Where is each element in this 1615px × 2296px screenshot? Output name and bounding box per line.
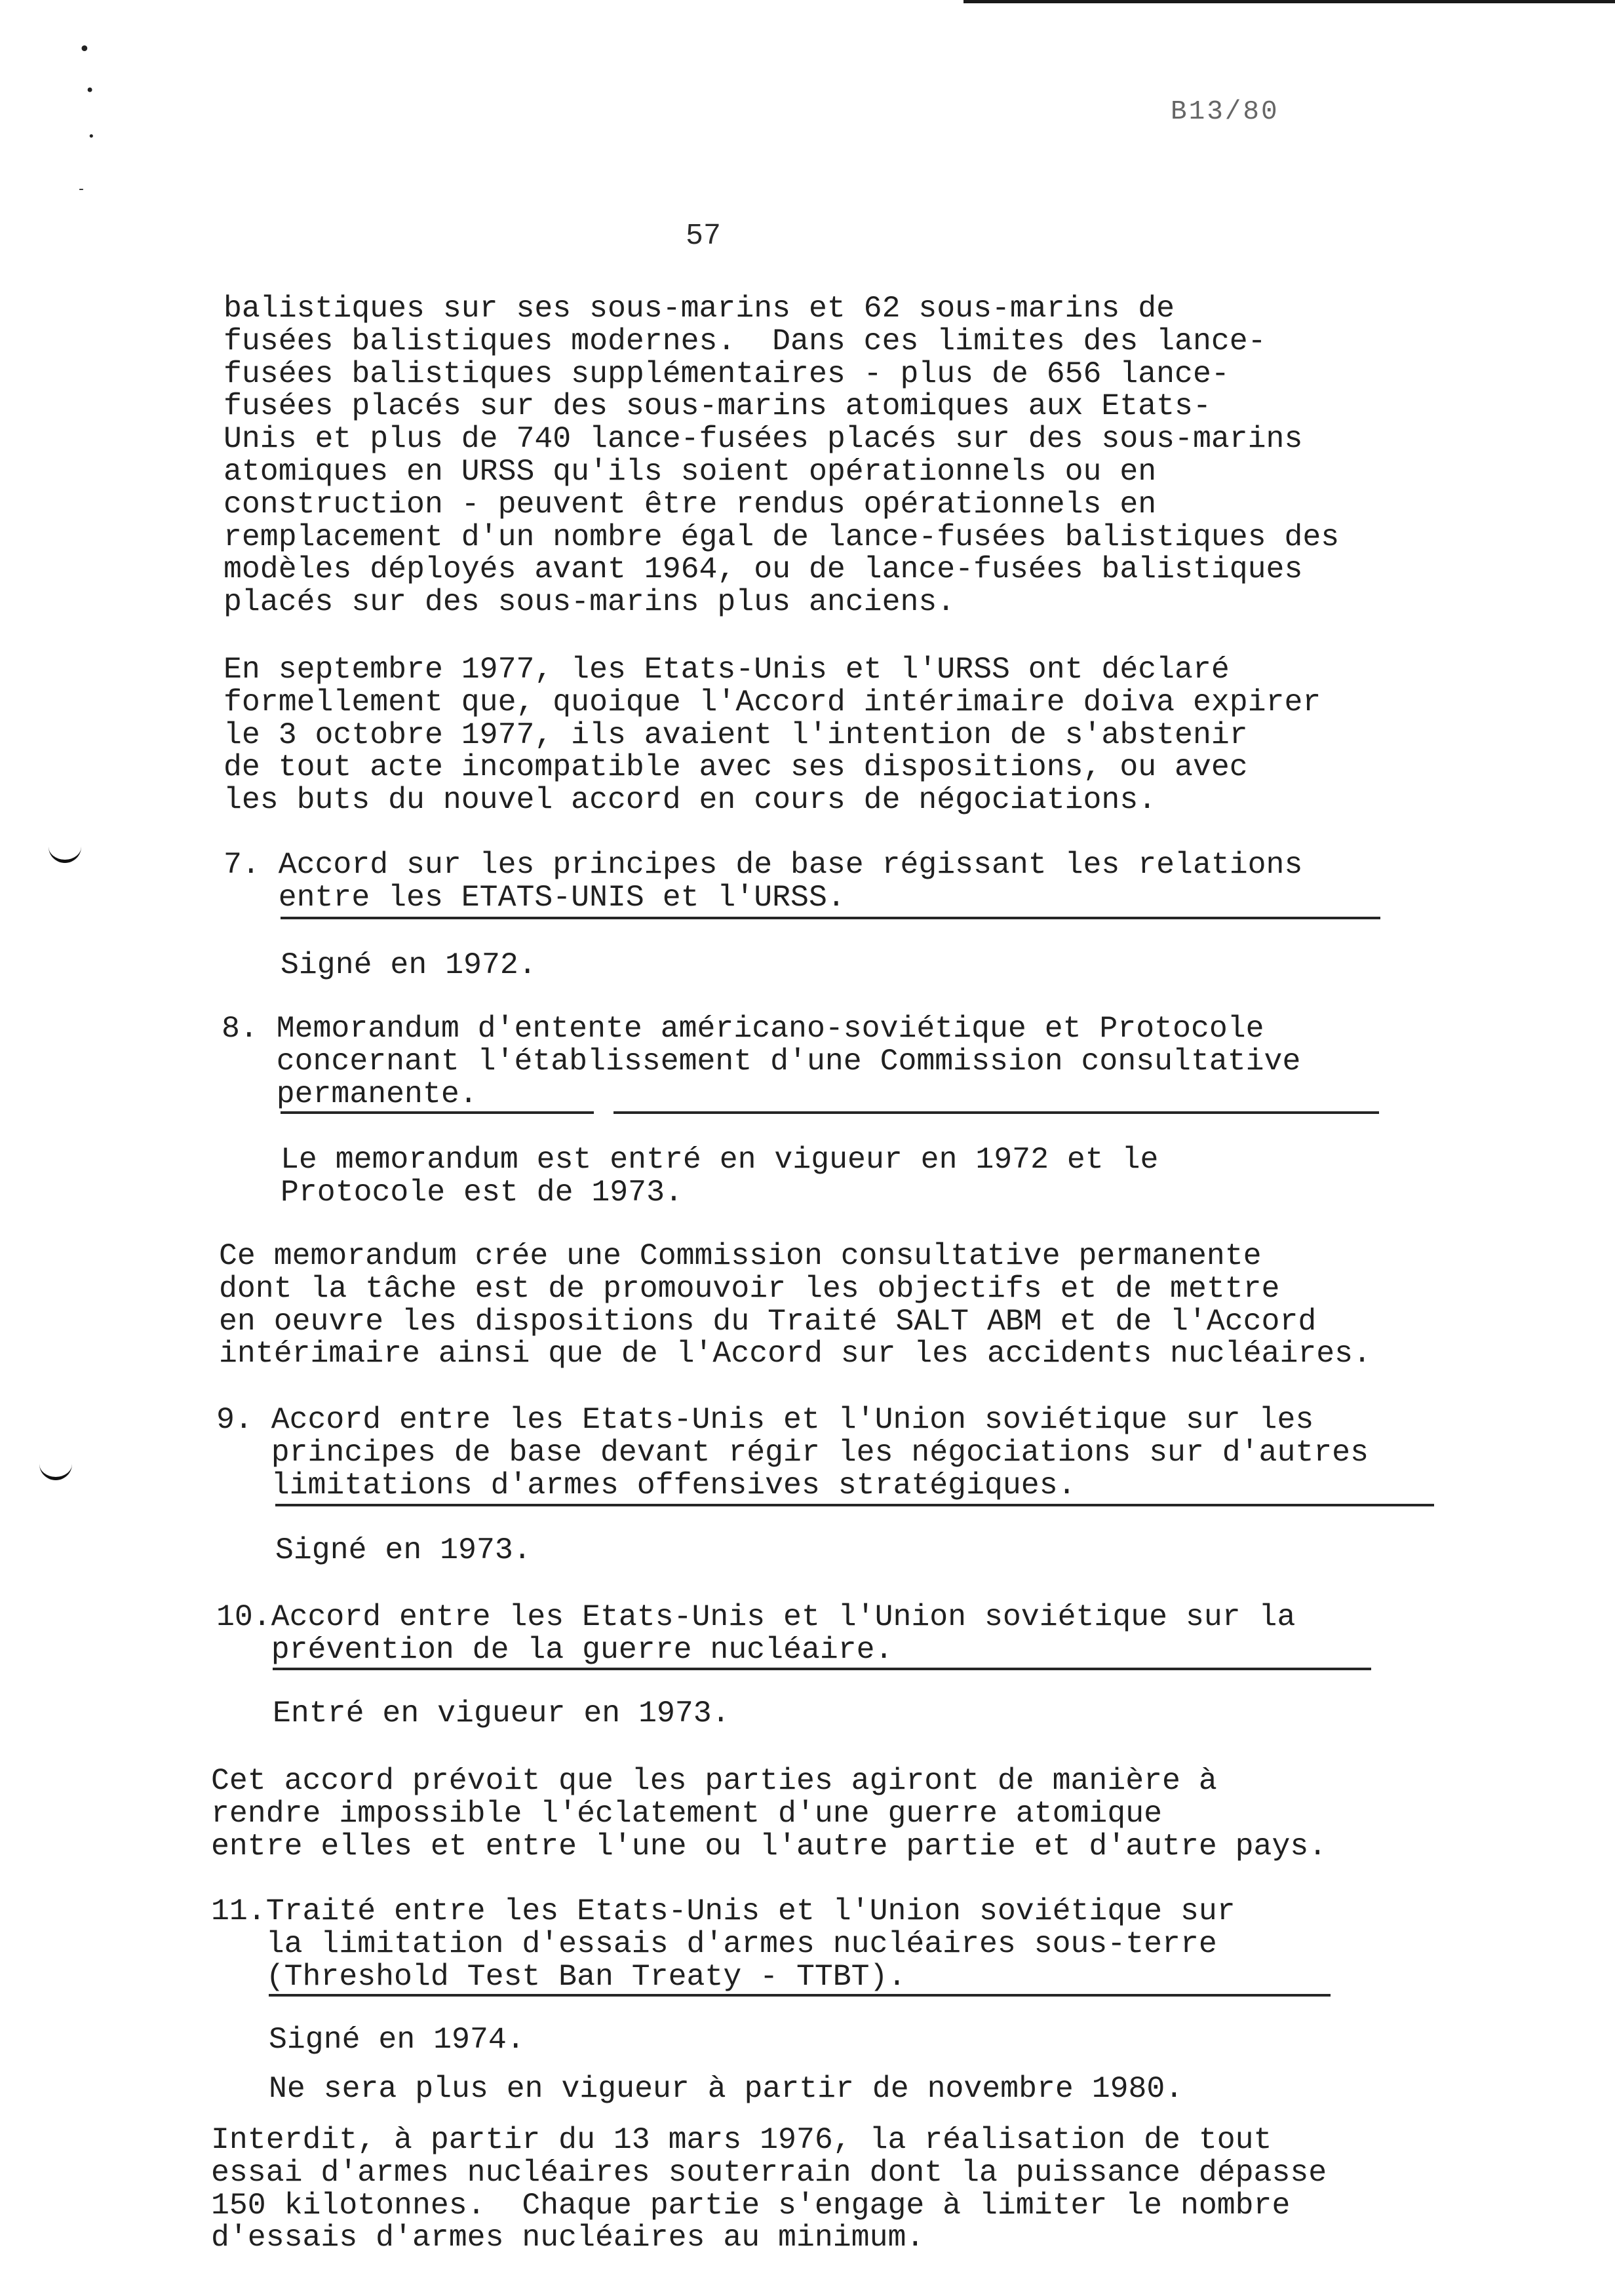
item-10-title: 10.Accord entre les Etats-Unis et l'Union soviétique sur la prévention de la guerre nucléaire.: [216, 1599, 1296, 1667]
item-11-title: 11.Traité entre les Etats-Unis et l'Union soviétique sur la limitation d'essais d'armes nucléaires sous-terre (Threshold Test Ban Treaty - TTBT).: [211, 1894, 1236, 1994]
document-reference: B13/80: [1171, 97, 1279, 127]
item-7-note: Signé en 1972.: [281, 947, 537, 982]
item-11-underline: [269, 1994, 1331, 1997]
item-7-underline: [281, 917, 1380, 919]
item-9-underline: [275, 1504, 1434, 1506]
item-11-note-signed: Signé en 1974.: [269, 2022, 525, 2057]
item-8-note: Le memorandum est entré en vigueur en 1972 et le Protocole est de 1973.: [281, 1142, 1159, 1210]
item-10-body: Cet accord prévoit que les parties agiront de manière à rendre impossible l'éclatement d'une guerre atomique entre elles et entre l'une ou l'autre partie et d'autre pays.: [211, 1763, 1327, 1864]
top-edge-line: [963, 0, 1615, 3]
margin-bracket: [39, 1463, 72, 1480]
item-10-underline: [273, 1668, 1371, 1670]
item-8-underline: [281, 1111, 594, 1114]
item-8-title: 8. Memorandum d'entente américano-soviétique et Protocole concernant l'établissement d'une Commission consultative permanente.: [222, 1011, 1301, 1111]
paragraph-declaration: En septembre 1977, les Etats-Unis et l'URSS ont déclaré formellement que, quoique l'Accord intérimaire doiva expirer le 3 octobre 1977, ils avaient l'intention de s'abstenir de tout acte incompatible avec ses dispositions, ou avec les buts du nouvel accord en cours de négociations.: [224, 652, 1321, 818]
margin-bracket: [49, 845, 81, 863]
item-7-title: 7. Accord sur les principes de base régissant les relations entre les ETATS-UNIS et l'URSS.: [224, 847, 1303, 915]
margin-mark: •: [88, 130, 95, 144]
page-number: 57: [686, 220, 722, 253]
item-11-body: Interdit, à partir du 13 mars 1976, la réalisation de tout essai d'armes nucléaires souterrain dont la puissance dépasse 150 kilotonnes. Chaque partie s'engage à limiter le nombre d'essais d'armes nucléaires au minimum.: [211, 2122, 1327, 2255]
margin-mark: •: [79, 38, 90, 61]
item-8-body: Ce memorandum crée une Commission consultative permanente dont la tâche est de promouvoir les objectifs et de mettre en oeuvre les dispositions du Traité SALT ABM et de l'Accord intérimaire ainsi que de l'Accord sur les accidents nucléaires.: [219, 1238, 1371, 1371]
paragraph-continuation: balistiques sur ses sous-marins et 62 sous-marins de fusées balistiques modernes. Dans ces limites des lance- fusées balistiques supplémentaires - plus de 656 lance- fusées placés sur des sous-marins atomiques aux Etats- Unis et plus de 740 lance-fusées placés sur des sous-marins atomiques en URSS qu'ils soient opérationnels ou en construction - peuvent être rendus opérationnels en remplacement d'un nombre égal de lance-fusées balistiques des modèles déployés avant 1964, ou de lance-fusées balistiques placés sur des sous-marins plus anciens.: [224, 291, 1340, 620]
item-8-underline-extension: [613, 1111, 1379, 1114]
margin-mark: •: [85, 81, 95, 100]
item-9-note: Signé en 1973.: [275, 1533, 532, 1567]
item-10-note: Entré en vigueur en 1973.: [273, 1696, 730, 1731]
item-11-note-expiry: Ne sera plus en vigueur à partir de novembre 1980.: [269, 2071, 1184, 2106]
item-9-title: 9. Accord entre les Etats-Unis et l'Union soviétique sur les principes de base devant régir les négociations sur d'autres limitations d'armes offensives stratégiques.: [216, 1402, 1369, 1502]
margin-mark: -: [79, 181, 84, 197]
